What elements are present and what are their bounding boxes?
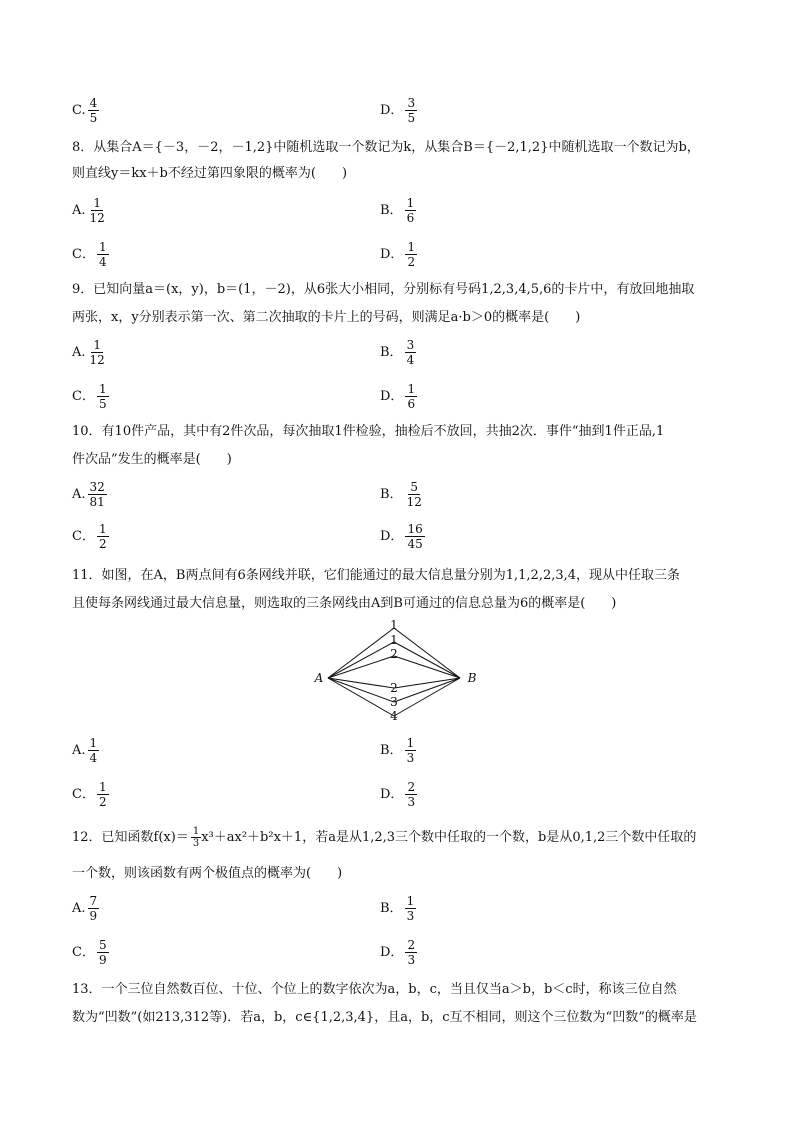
wire-1a [394, 628, 460, 678]
fraction: $\frac{1}{12}$ [89, 338, 105, 367]
fraction: $\frac{2}{3}$ [407, 780, 416, 809]
q12-option-a[interactable]: A. $\frac{7}{9}$ [72, 894, 98, 923]
wire-label: 1 [390, 618, 398, 632]
fraction: $\frac{1}{3}$ [406, 894, 415, 923]
q8-text-line1: 8．从集合A＝{－3，－2，－1,2}中随机选取一个数记为k，从集合B＝{－2,1,2}中随机选取一个数记为b， [72, 140, 700, 155]
q10-option-c[interactable]: C． $\frac{1}{2}$ [72, 522, 107, 551]
wire-label: 1 [390, 633, 398, 647]
wire-3 [394, 678, 460, 702]
wire-label: 4 [390, 709, 398, 723]
fraction: $\frac{5}{12}$ [406, 480, 422, 509]
option-letter: C. [72, 102, 86, 118]
wire-2a [328, 656, 394, 678]
q7-option-c[interactable] [72, 96, 99, 125]
q8-option-b[interactable]: B． $\frac{1}{6}$ [380, 196, 415, 225]
q12-option-b[interactable]: B． $\frac{1}{3}$ [380, 894, 415, 923]
fraction: $\frac{1}{12}$ [89, 196, 105, 225]
q13-text-line2: 数为“凹数”(如213,312等)．若a，b，c∈{1,2,3,4}，且a，b，c互不相同，则这个三位数为“凹数”的概率是 [72, 1010, 697, 1025]
q9-text-line1: 9．已知向量a＝(x，y)，b＝(1，－2)，从6张大小相同，分别标有号码1,2,3,4,5,6的卡片中，有放回地抽取 [72, 282, 695, 297]
q11-option-b[interactable]: B． $\frac{1}{3}$ [380, 736, 415, 765]
fraction: $\frac{1}{2}$ [98, 780, 107, 809]
q11-option-a[interactable]: A. $\frac{1}{4}$ [72, 736, 98, 765]
wire-label: 2 [390, 681, 398, 695]
q10-text-line1: 10．有10件产品，其中有2件次品，每次抽取1件检验，抽检后不放回，共抽2次．事件“抽到1件正品,1 [72, 424, 665, 439]
q8-option-a[interactable]: A. $\frac{1}{12}$ [72, 196, 105, 225]
wire-2a [394, 656, 460, 678]
wire-1b [328, 642, 394, 678]
wire-2b [394, 678, 460, 688]
option-letter: D． [380, 102, 404, 118]
q11-option-c[interactable]: C． $\frac{1}{2}$ [72, 780, 107, 809]
q9-text-line2: 两张，x，y分别表示第一次、第二次抽取的卡片上的号码，则满足a·b＞0的概率是( ) [72, 310, 581, 325]
q12-text-line1: 12．已知函数f(x)＝ $\frac{1}{3}$ x³＋ax²＋b²x＋1，若a是从1,2,3三个数中任取的一个数，b是从0,1,2三个数中任取的 [72, 826, 697, 849]
q11-text-line1: 11．如图，在A，B两点间有6条网线并联，它们能通过的最大信息量分别为1,1,2,2,3,4，现从中任取三条 [72, 568, 681, 583]
fraction: $\frac{3}{4}$ [406, 338, 415, 367]
q10-option-a[interactable]: A. $\frac{32}{81}$ [72, 480, 105, 509]
q10-option-b[interactable]: B． $\frac{5}{12}$ [380, 480, 422, 509]
wire-2b [328, 678, 394, 688]
fraction: $\frac{1}{3}$ [192, 826, 200, 849]
wire-label: 2 [390, 647, 398, 661]
q12-text-line2: 一个数，则该函数有两个极值点的概率为( ) [72, 866, 343, 881]
fraction: $\frac{7}{9}$ [89, 894, 98, 923]
q8-text-line2: 则直线y＝kx＋b不经过第四象限的概率为( ) [72, 166, 348, 181]
fraction: $\frac{1}{6}$ [407, 382, 416, 411]
wire-4 [328, 678, 394, 716]
q12-option-c[interactable]: C． $\frac{5}{9}$ [72, 938, 107, 967]
point-b-label: B [467, 671, 477, 685]
fraction: $\frac{1}{2}$ [407, 240, 416, 269]
wire-1b [394, 642, 460, 678]
q9-option-b[interactable]: B． $\frac{3}{4}$ [380, 338, 415, 367]
wire-3 [328, 678, 394, 702]
fraction: $\frac{1}{5}$ [98, 382, 107, 411]
wire-4 [394, 678, 460, 716]
q11-text-line2: 且使每条网线通过最大信息量，则选取的三条网线由A到B可通过的信息总量为6的概率是( ) [72, 596, 617, 611]
network-diagram [310, 618, 490, 728]
fraction: $\frac{16}{45}$ [407, 522, 423, 551]
q9-option-d[interactable]: D． $\frac{1}{6}$ [380, 382, 416, 411]
fraction: $\frac{2}{3}$ [407, 938, 416, 967]
fraction: $\frac{3}{5}$ [407, 96, 416, 125]
fraction: $\frac{4}{5}$ [89, 96, 98, 125]
fraction: $\frac{1}{6}$ [406, 196, 415, 225]
q9-option-a[interactable]: A. $\frac{1}{12}$ [72, 338, 105, 367]
q8-option-d[interactable]: D． $\frac{1}{2}$ [380, 240, 416, 269]
fraction: $\frac{1}{3}$ [406, 736, 415, 765]
q13-text-line1: 13．一个三位自然数百位、十位、个位上的数字依次为a，b，c，当且仅当a＞b，b＜c时，称该三位自然 [72, 982, 677, 997]
fraction: $\frac{1}{4}$ [98, 240, 107, 269]
q7-option-d[interactable] [380, 96, 417, 125]
q11-option-d[interactable]: D． $\frac{2}{3}$ [380, 780, 416, 809]
q10-text-line2: 件次品”发生的概率是( ) [72, 452, 232, 467]
wire-1a [328, 628, 394, 678]
fraction: $\frac{5}{9}$ [98, 938, 107, 967]
q8-option-c[interactable]: C． $\frac{1}{4}$ [72, 240, 107, 269]
fraction: $\frac{1}{4}$ [89, 736, 98, 765]
fraction: $\frac{1}{2}$ [98, 522, 107, 551]
q12-option-d[interactable]: D． $\frac{2}{3}$ [380, 938, 416, 967]
q9-option-c[interactable]: C． $\frac{1}{5}$ [72, 382, 107, 411]
wire-label: 3 [390, 695, 398, 709]
fraction: $\frac{32}{81}$ [89, 480, 105, 509]
point-a-label: A [314, 671, 324, 685]
q10-option-d[interactable]: D． $\frac{16}{45}$ [380, 522, 423, 551]
